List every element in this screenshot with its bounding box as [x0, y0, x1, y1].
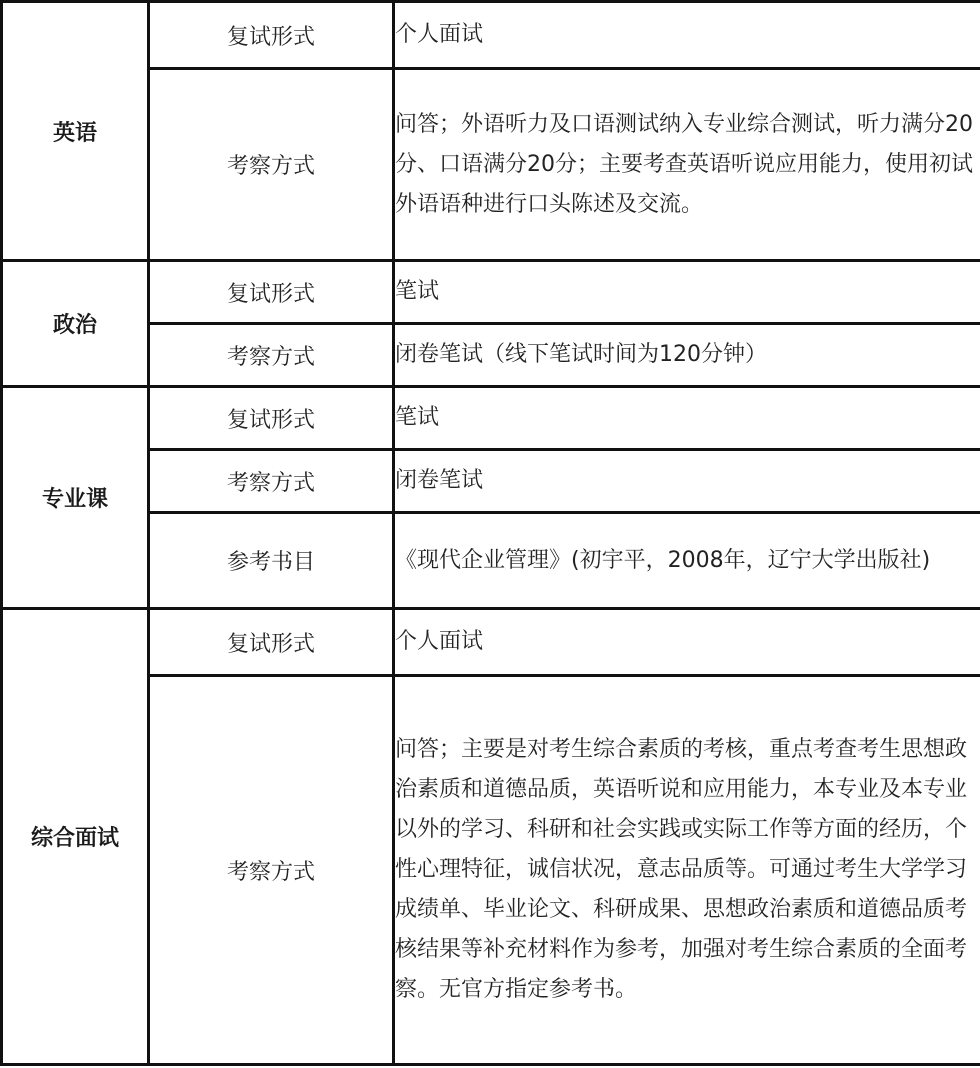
row-label: 参考书目	[149, 513, 394, 609]
row-value: 个人面试	[394, 2, 980, 69]
table-row	[2, 450, 980, 513]
row-value: 笔试	[394, 261, 980, 324]
table-row	[2, 69, 980, 261]
row-value: 闭卷笔试	[394, 450, 980, 513]
table-row	[2, 676, 980, 1065]
row-value: 个人面试	[394, 609, 980, 676]
subject-cell-politics: 政治	[2, 261, 149, 387]
subject-cell-english: 英语	[2, 2, 149, 261]
row-label: 复试形式	[149, 261, 394, 324]
row-label: 考察方式	[149, 324, 394, 387]
row-value: 《现代企业管理》(初宇平，2008年，辽宁大学出版社)	[394, 513, 980, 609]
table-row	[2, 261, 980, 324]
row-label: 复试形式	[149, 609, 394, 676]
row-value: 闭卷笔试（线下笔试时间为120分钟）	[394, 324, 980, 387]
table-row	[2, 609, 980, 676]
row-label: 复试形式	[149, 387, 394, 450]
row-label: 考察方式	[149, 69, 394, 261]
row-value: 笔试	[394, 387, 980, 450]
subject-cell-major-course: 专业课	[2, 387, 149, 609]
table-row	[2, 2, 980, 69]
row-value: 问答；主要是对考生综合素质的考核，重点考查考生思想政治素质和道德品质，英语听说和应用能力，本专业及本专业以外的学习、科研和社会实践或实际工作等方面的经历，个性心理特征，诚信状况，意志品质等。可通过考生大学学习成绩单、毕业论文、科研成果、思想政治素质和道德品质考核结果等补充材料作为参考，加强对考生综合素质的全面考察。无官方指定参考书。	[394, 676, 980, 1065]
row-label: 复试形式	[149, 2, 394, 69]
row-value: 问答；外语听力及口语测试纳入专业综合测试，听力满分20分、口语满分20分；主要考查英语听说应用能力，使用初试外语语种进行口头陈述及交流。	[394, 69, 980, 261]
table-row	[2, 387, 980, 450]
table-row	[2, 324, 980, 387]
table-row	[2, 513, 980, 609]
subject-cell-comprehensive-interview: 综合面试	[2, 609, 149, 1065]
row-label: 考察方式	[149, 676, 394, 1065]
row-label: 考察方式	[149, 450, 394, 513]
